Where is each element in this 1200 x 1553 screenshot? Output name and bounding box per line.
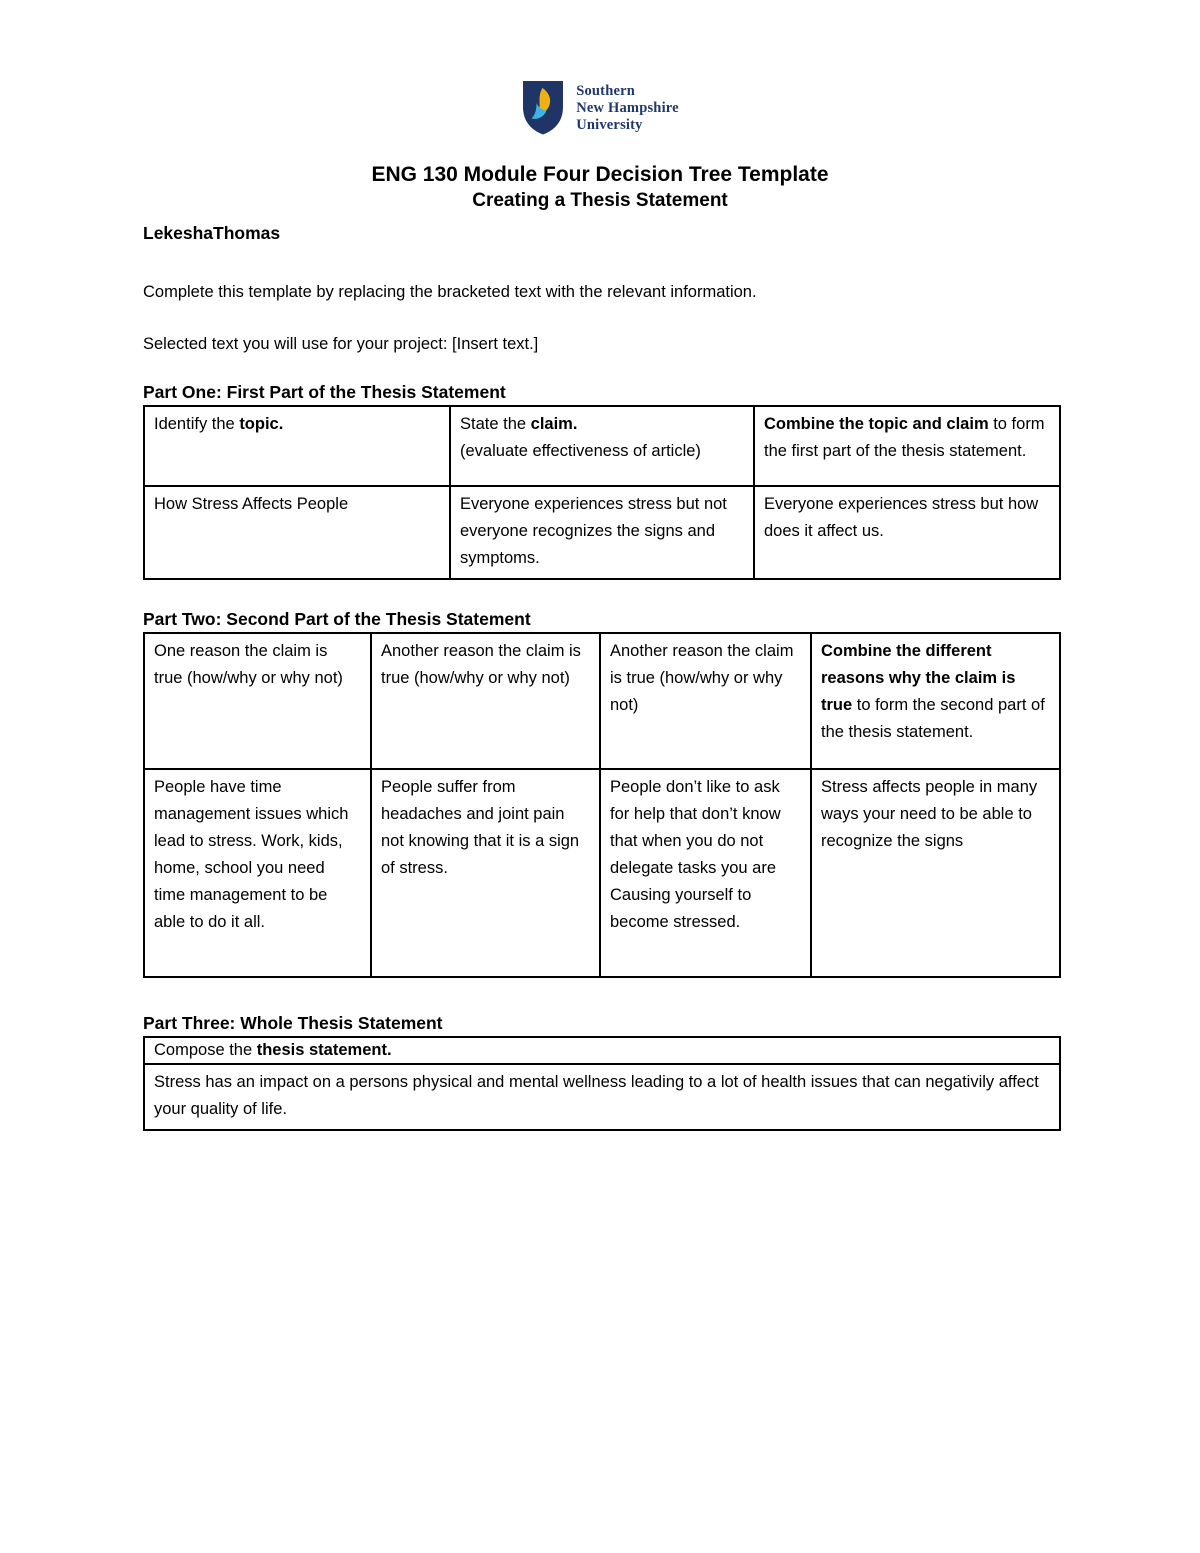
part-three-thesis-answer: Stress has an impact on a persons physical and mental wellness leading to a lot of health issues that can negativily affect your quality of life. [144,1064,1060,1130]
part-one-cell-combined-answer: Everyone experiences stress but how does it affect us. [754,486,1060,579]
part-two-table [143,632,1061,978]
part-one-heading: Part One: First Part of the Thesis Statement [143,382,506,402]
part-two-header-row [144,633,1060,769]
document-title: ENG 130 Module Four Decision Tree Template [371,163,829,186]
instructions-paragraph: Complete this template by replacing the bracketed text with the relevant information. [143,283,757,301]
part-two-header-cell-reason-3: Another reason the claim is true (how/why or why not) [600,633,811,769]
part-two-cell-reason-1-answer: People have time management issues which lead to stress. Work, kids, home, school you need time management to be able to do it all. [144,769,371,977]
part-three-header-cell: Compose the thesis statement. [144,1037,1060,1064]
part-one-header-cell-combine: Combine the topic and claim to form the first part of the thesis statement. [754,406,1060,486]
part-one-header-cell-topic: Identify the topic. [144,406,450,486]
part-two-header-cell-reason-2: Another reason the claim is true (how/why or why not) [371,633,600,769]
part-one-table [143,405,1061,580]
snhu-logo-text [576,79,679,134]
part-three-table [143,1036,1061,1131]
part-three-header-row [144,1037,1060,1064]
logo-line-3: University [576,117,643,133]
part-three-heading: Part Three: Whole Thesis Statement [143,1013,443,1033]
part-one-cell-claim-answer: Everyone experiences stress but not everyone recognizes the signs and symptoms. [450,486,754,579]
snhu-logo [0,0,1200,137]
part-two-header-cell-reason-1: One reason the claim is true (how/why or why not) [144,633,371,769]
part-one-body-row [144,486,1060,579]
logo-line-1: Southern [576,83,635,99]
part-one-header-cell-claim: State the claim. (evaluate effectiveness of article) [450,406,754,486]
part-two-heading: Part Two: Second Part of the Thesis Statement [143,609,531,629]
part-one-cell-topic-answer: How Stress Affects People [144,486,450,579]
document-subtitle: Creating a Thesis Statement [472,190,728,211]
part-one-header-row [144,406,1060,486]
part-two-cell-reason-2-answer: People suffer from headaches and joint pain not knowing that it is a sign of stress. [371,769,600,977]
part-two-cell-reason-3-answer: People don’t like to ask for help that don’t know that when you do not delegate tasks you are Causing yourself to become stressed. [600,769,811,977]
logo-line-2: New Hampshire [576,100,679,116]
part-two-cell-combined-answer: Stress affects people in many ways your need to be able to recognize the signs [811,769,1060,977]
part-two-header-cell-combine: Combine the different reasons why the claim is true to form the second part of the thesis statement. [811,633,1060,769]
snhu-shield-icon [521,79,565,137]
part-two-body-row [144,769,1060,977]
selected-text-line: Selected text you will use for your project: [Insert text.] [143,335,539,353]
part-three-body-row [144,1064,1060,1130]
author-name: LekeshaThomas [143,223,281,243]
